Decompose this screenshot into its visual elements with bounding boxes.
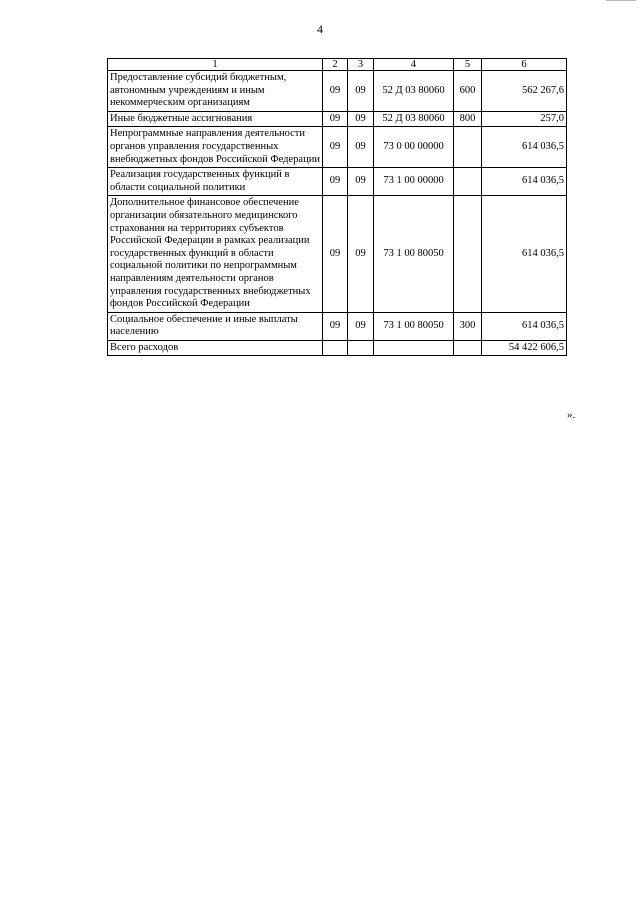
- table-row: [108, 111, 567, 127]
- table-row: [108, 127, 567, 168]
- table-row: [108, 312, 567, 340]
- row-sum: 257,0: [482, 111, 567, 127]
- header-col-2: 2: [323, 59, 348, 71]
- row-rz: 09: [323, 71, 348, 112]
- row-rz: [323, 340, 348, 356]
- row-pr: 09: [348, 168, 374, 196]
- row-csr: 52 Д 03 80060: [374, 111, 454, 127]
- closing-quote-mark: ».: [567, 409, 576, 421]
- budget-table: [107, 58, 567, 356]
- row-csr: 52 Д 03 80060: [374, 71, 454, 112]
- row-rz: 09: [323, 196, 348, 312]
- page-number: 4: [317, 22, 323, 36]
- row-sum: 614 036,5: [482, 127, 567, 168]
- row-pr: 09: [348, 111, 374, 127]
- row-name: Предоставление субсидий бюджетным, автономным учреждениям и иным некоммерческим организациям: [108, 71, 323, 112]
- row-name: Реализация государственных функций в области социальной политики: [108, 168, 323, 196]
- row-rz: 09: [323, 168, 348, 196]
- row-vr: 300: [454, 312, 482, 340]
- corner-mark: [606, 0, 636, 1]
- total-sum: 54 422 606,5: [482, 340, 567, 356]
- row-pr: 09: [348, 71, 374, 112]
- table-header-row: [108, 59, 567, 71]
- table-total-row: [108, 340, 567, 356]
- header-col-6: 6: [482, 59, 567, 71]
- total-label: Всего расходов: [108, 340, 323, 356]
- row-name: Дополнительное финансовое обеспечение организации обязательного медицинского страхования на территориях субъектов Российской Федерации в рамках реализации государственных функций в области социальной политики по непрограммным направлениям деятельности органов управления государственных внебюджетных фондов Российской Федерации: [108, 196, 323, 312]
- row-vr: 800: [454, 111, 482, 127]
- row-vr: [454, 127, 482, 168]
- row-csr: [374, 340, 454, 356]
- header-col-3: 3: [348, 59, 374, 71]
- header-col-1: 1: [108, 59, 323, 71]
- header-col-5: 5: [454, 59, 482, 71]
- row-vr: [454, 168, 482, 196]
- row-rz: 09: [323, 111, 348, 127]
- row-pr: 09: [348, 196, 374, 312]
- row-name: Иные бюджетные ассигнования: [108, 111, 323, 127]
- row-pr: [348, 340, 374, 356]
- row-sum: 562 267,6: [482, 71, 567, 112]
- row-name: Непрограммные направления деятельности органов управления государственных внебюджетных фондов Российской Федерации: [108, 127, 323, 168]
- row-pr: 09: [348, 312, 374, 340]
- table-row: [108, 168, 567, 196]
- header-col-4: 4: [374, 59, 454, 71]
- row-csr: 73 1 00 80050: [374, 312, 454, 340]
- row-sum: 614 036,5: [482, 196, 567, 312]
- row-vr: [454, 196, 482, 312]
- table-row: [108, 196, 567, 312]
- row-sum: 614 036,5: [482, 168, 567, 196]
- row-vr: [454, 340, 482, 356]
- row-csr: 73 1 00 80050: [374, 196, 454, 312]
- table-row: [108, 71, 567, 112]
- row-sum: 614 036,5: [482, 312, 567, 340]
- row-name: Социальное обеспечение и иные выплаты населению: [108, 312, 323, 340]
- row-csr: 73 0 00 00000: [374, 127, 454, 168]
- row-rz: 09: [323, 312, 348, 340]
- row-pr: 09: [348, 127, 374, 168]
- row-rz: 09: [323, 127, 348, 168]
- row-csr: 73 1 00 00000: [374, 168, 454, 196]
- row-vr: 600: [454, 71, 482, 112]
